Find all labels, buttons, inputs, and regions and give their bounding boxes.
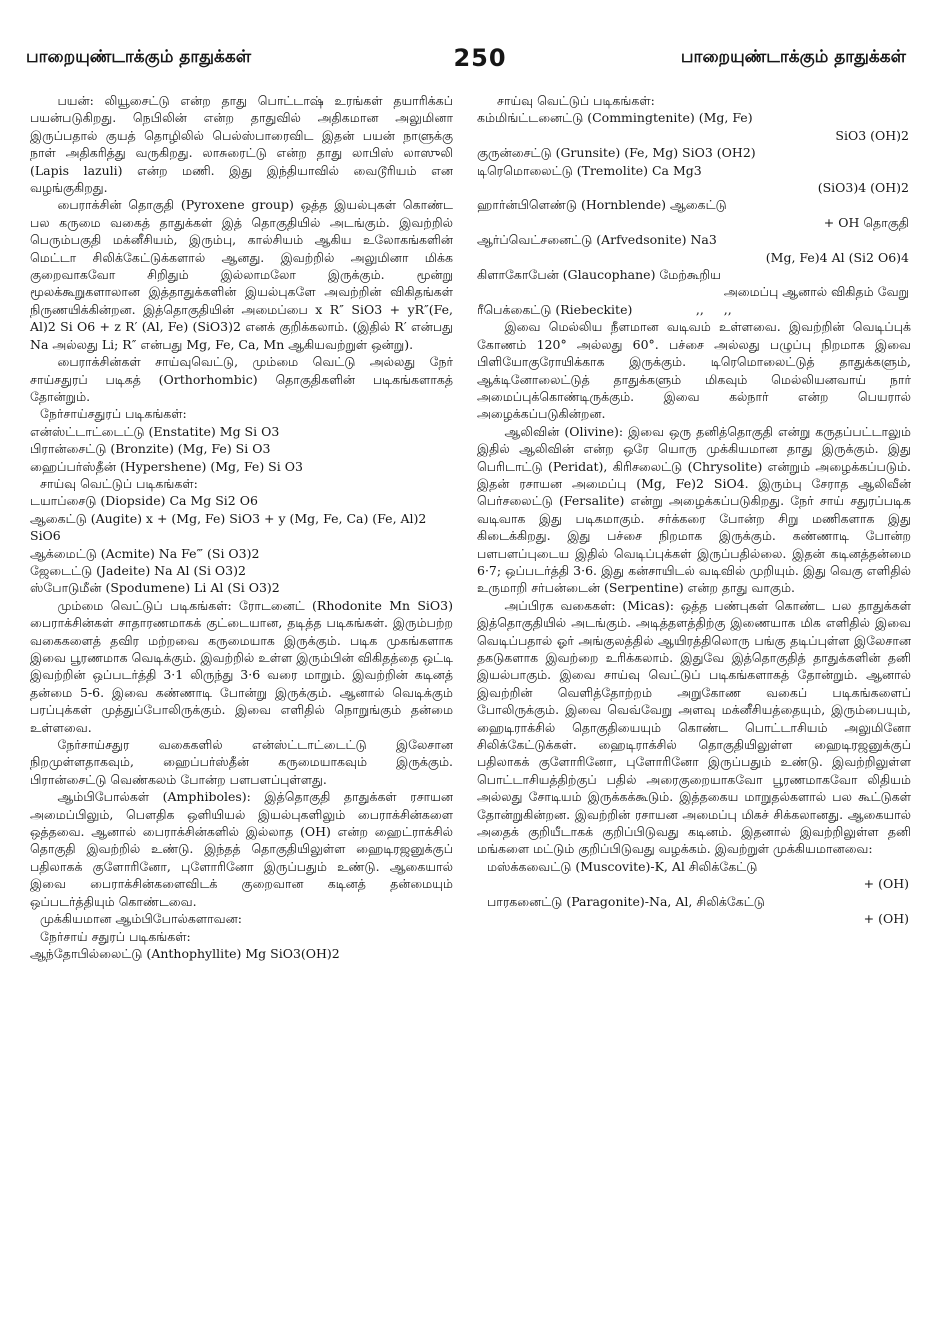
- formula-hornblende-cont: + OH தொகுதி: [823, 214, 909, 230]
- formula-arfvedsonite-cont: (Mg, Fe)4 Al (Si2 O6)4: [765, 249, 909, 265]
- running-header: [26, 38, 906, 78]
- right-column: [477, 92, 911, 928]
- paragraph-amphiboles: ஆம்பிபோல்கள் (Amphiboles): இத்தொகுதி தாதுக்கள் ரசாயன அமைப்பிலும், பௌதிக ஒளியியல் இயல்புகளிலும் பைராக்சின்களை ஒத்தவை. ஆனால் பைராக்சின்களில் இல்லாத (OH) என்ற ஹைட்ராக்சில் தொகுதி இவற்றில் உண்டு. இந்தத் தொகுதியிலுள்ள ஹைடிரஜனுக்குப் பதிலாகக் குளோரினோ, புளோரினோ இருப்பதும் உண்டு. ஆகையால் இவை பைராக்சின்களைவிடக் குறைவான கடினத் தன்மையும் ஒப்படர்த்தியும் கொண்டவை.: [30, 789, 453, 909]
- paragraph-pyroxene-crystals: பைராக்சின்கள் சாய்வுவெட்டு, மும்மை வெட்டு அல்லது நேர் சாய்சதுரப் படிகத் (Orthorhombic) தொகுதிகளின் படிகங்களாகத் தோன்றும்.: [30, 354, 453, 404]
- mineral-hypershene: ஹைப்பர்ஸ்தீன் (Hypershene) (Mg, Fe) Si O3: [30, 458, 303, 474]
- mineral-enstatite: என்ஸ்ட்டாட்டைட்டு (Enstatite) Mg Si O3: [30, 423, 280, 439]
- mineral-tremolite: டிரெமொலைட்டு (Tremolite) Ca Mg3: [477, 162, 702, 178]
- page-number: 250: [453, 44, 507, 72]
- mineral-riebeckite: ரீபெக்கைட்டு (Riebeckite) ,, ,,: [477, 301, 732, 317]
- header-right-title: பாறையுண்டாக்கும் தாதுக்கள்: [680, 47, 906, 67]
- mineral-arfvedsonite: ஆர்ப்வெட்சனைட்டு (Arfvedsonite) Na3: [477, 232, 717, 248]
- formula-tremolite-cont: (SiO3)4 (OH)2: [817, 180, 909, 196]
- mineral-bronzite: பிரான்சைட்டு (Bronzite) (Mg, Fe) Si O3: [30, 441, 271, 457]
- mineral-hornblende: ஹார்ன்பிளெண்டு (Hornblende) ஆகைட்டு: [477, 197, 727, 213]
- formula-muscovite-cont: + (OH): [863, 876, 909, 892]
- header-left-title: பாறையுண்டாக்கும் தாதுக்கள்: [26, 47, 252, 67]
- mineral-paragonite: பாரகனைட்டு (Paragonite)-Na, Al, சிலிக்கேட்டு: [487, 893, 765, 909]
- paragraph-micas: அப்பிரக வகைகள்: (Micas): ஒத்த பண்புகள் கொண்ட பல தாதுக்கள் இத்தொகுதியில் அடங்கும். அடித்தளத்திற்கு இணையாக மிக எளிதில் இவை வெடிப்பதால் ஓர் அங்குலத்தில் ஆயிரத்திலொரு பங்கு தடிப்புள்ள இலேசான தகடுகளாக இவற்றை உரிக்கலாம். இதுவே இத்தொகுதித் தாதுக்களின் தனி இயல்பாகும். இவை சாய்வு வெட்டுப் படிகங்களாகத் தோன்றும். ஆனால் இவற்றின் வெளித்தோற்றம் அறுகோண வகைப் படிகங்களைப் போலிருக்கும். இவை வெவ்வேறு அளவு மக்னீசியத்தையும், இரும்பையும், ஹைடிராக்சில் தொகுதியையும் கொண்ட பொட்டாசியம் அலுமினோ சிலிக்கேட்டுக்கள். ஹைடிராக்சில் தொகுதியிலுள்ள ஹைடிரஜனுக்குப் பதிலாகக் குளோரினோ, புளோரினோ இருப்பதும் உண்டு. இவற்றிலுள்ள பொட்டாசியத்திற்குப் பதில் அரைகுறையாகவோ பூரணமாகவோ லிதியம் அல்லது சோடியம் இருக்கக்கூடும். இத்தகைய மாறுதல்களால் பல கூட்டுகள் தோன்றுகின்றன. இவற்றின் ரசாயன அமைப்பு மிகச் சிக்கலானது. ஆகையால் அதைக் குறியீடாகக் குறிப்பிடுவது கடினம். இதனால் இவற்றிலுள்ள தனி மங்களை மட்டும் குறிப்பிடுவது வழக்கம். இவற்றுள் முக்கியமானவை:: [477, 597, 911, 857]
- mineral-glaucophane: கிளாகோபேன் (Glaucophane) மேற்கூறிய: [477, 267, 721, 283]
- mineral-commingtenite: கம்மிங்ட்டனைட்டு (Commingtenite) (Mg, Fe): [477, 110, 753, 126]
- mineral-jadeite: ஜேடைட்டு (Jadeite) Na Al (Si O3)2: [30, 562, 246, 578]
- mineral-grunsite: குருன்சைட்டு (Grunsite) (Fe, Mg) SiO3 (OH2): [477, 145, 756, 161]
- mineral-muscovite: மஸ்க்கவைட்டு (Muscovite)-K, Al சிலிக்கேட்டு: [487, 858, 758, 874]
- paragraph-amphibole-form: இவை மெல்லிய நீளமான வடிவம் உள்ளவை. இவற்றின் வெடிப்புக் கோணம் 120° அல்லது 60°. பச்சை அல்லது பழுப்பு நிறமாக இவை பிளியோகுரோயிக்காக இருக்கும். டிரெமொலைட்டுத் தாதுக்களும், ஆக்டினோலைட்டுத் தாதுக்களும் மிகவும் மெல்லியனவாய் நார் அமைப்புக்கொண்டிருக்கும். இவை கல்நார் என்ற பெயரால் அழைக்கப்படுகின்றன.: [477, 319, 911, 422]
- mineral-spodumene: ஸ்போடுமீன் (Spodumene) Li Al (Si O3)2: [30, 580, 280, 596]
- subheading-monoclinic-amphiboles: சாய்வு வெட்டுப் படிகங்கள்:: [497, 93, 655, 108]
- formula-paragonite-cont: + (OH): [863, 911, 909, 927]
- glaucophane-note: அமைப்பு ஆனால் விகிதம் வேறு: [723, 284, 909, 300]
- subheading-orthorhombic-amphiboles: நேர்சாய் சதுரப் படிகங்கள்:: [40, 928, 191, 944]
- paragraph-triclinic-rhodonite: மும்மை வெட்டுப் படிகங்கள்: ரோடனைட் (Rhodonite Mn SiO3) பைராக்சின்கள் சாதாரணமாகக் குட்டையான, தடித்த படிகங்கள். இரும்பற்ற வகைகளைத் தவிர மற்றவை கருமையாக இருக்கும். படிக முகங்களாக இவை பூரணமாக வெடிக்கும். இவற்றில் உள்ள இரும்பின் விகிதத்தை ஒட்டி இவற்றின் ஒப்படர்த்தி 3·1 லிருந்து 3·6 வரை மாறும். இவற்றின் கடினத் தன்மை 5-6. இவை கண்ணாடி போன்று இருக்கும். ஆனால் வெடிக்கும் பரப்புக்கள் முத்துப்போலிருக்கும். இவை எளிதில் நொறுங்கும் தன்மை உள்ளவை.: [30, 597, 453, 735]
- subheading-monoclinic: சாய்வு வெட்டுப் படிகங்கள்:: [40, 475, 198, 491]
- mineral-anthophyllite: ஆந்தோபில்லைட்டு (Anthophyllite) Mg SiO3(OH)2: [30, 945, 340, 961]
- formula-commingtenite-cont: SiO3 (OH)2: [835, 127, 909, 143]
- mineral-acmite: ஆக்மைட்டு (Acmite) Na Fe‴ (Si O3)2: [30, 545, 260, 561]
- paragraph-uses: பயன்: லியூசைட்டு என்ற தாது பொட்டாஷ் உரங்கள் தயாரிக்கப் பயன்படுகிறது. நெபிலின் என்ற தாதுவில் அதிகமான அலுமினா இருப்பதால் குயத் தொழிலில் பெல்ஸ்பாரைவிட இதன் பயன் நாளுக்கு நாள் அதிகரித்து வருகிறது. லாசுரைட்டு என்ற தாது லாபிஸ் லாஸுலி (Lapis lazuli) என்ற மணி. இது இந்தியாவில் வைடூரியம் என வழங்குகிறது.: [30, 93, 453, 196]
- mineral-augite: ஆகைட்டு (Augite) x + (Mg, Fe) SiO3 + y (Mg, Fe, Ca) (Fe, Al)2 SiO6: [30, 510, 427, 544]
- subheading-important-amphiboles: முக்கியமான ஆம்பிபோல்களாவன:: [40, 911, 242, 927]
- paragraph-pyroxene-group: பைராக்சின் தொகுதி (Pyroxene group) ஒத்த இயல்புகள் கொண்ட பல கருமை வகைத் தாதுக்கள் இத் தொகுதியில் அடங்கும். இவற்றில் பெரும்பகுதி மக்னீசியம், இரும்பு, கால்சியம் ஆகிய உலோகங்களின் மெட்டா சிலிக்கேட்டுக்களால் ஆனது. இவற்றில் அலுமினா மிக்க குறைவாகவோ சிறிதும் இல்லாமலோ இருக்கும். மூன்று மூலக்கூறுகளாலான இத்தாதுக்களின் இயல்புகளே அவற்றின் விகிதங்கள் நிருணயிக்கின்றன. இத்தொகுதியின் அமைப்பை x R″ SiO3 + yR″(Fe, Al)2 Si O6 + z R′ (Al, Fe) (SiO3)2 எனக் குறிக்கலாம். (இதில் R′ என்பது Na அல்லது Li; R″ என்பது Mg, Fe, Ca, Mn ஆகியவற்றுள் ஒன்று).: [30, 197, 453, 352]
- mineral-diopside: டயாப்சைடு (Diopside) Ca Mg Si2 O6: [30, 493, 258, 509]
- subheading-orthorhombic: நேர்சாய்சதுரப் படிகங்கள்:: [40, 406, 187, 422]
- left-column: [30, 92, 453, 962]
- paragraph-orthorhombic-varieties: நேர்சாய்சதுர வகைகளில் என்ஸ்ட்டாட்டைட்டு இலேசான நிறமுள்ளதாகவும், ஹைப்பர்ஸ்தீன் கருமையாகவும் இருக்கும். பிரான்சைட்டு வெண்கலம் போன்ற பளபளப்புள்ளது.: [30, 737, 453, 787]
- paragraph-olivine: ஆலிவின் (Olivine): இவை ஒரு தனித்தொகுதி என்று கருதப்பட்டாலும் இதில் ஆலிவின் என்ற ஒரே யொரு முக்கியமான தாது இருக்கும். இது பெரிடாட்டு (Peridat), கிரிசலைட்டு (Chrysolite) என்றும் அழைக்கப்படும். இதன் ரசாயன அமைப்பு (Mg, Fe)2 SiO4. இரும்பு சேராத ஆலிவீன் பெர்சலைட்டு (Fersalite) என்று அழைக்கப்படுகிறது. நேர் சாய் சதுரப்படிக வடிவாக இது படிகமாகும். சர்க்கரை போன்ற சிறு மணிகளாக இது கிடைக்கிறது. இது பச்சை நிறமாக இருக்கும். கண்ணாடி போன்ற பளபளப்புடைய இதில் வெடிப்புக்கள் இருப்பதில்லை. இதன் கடினத்தன்மை 6·7; ஒப்படர்த்தி 3·6. இது கன்சாயிடல் வடிவில் முறியும். இது வெகு எளிதில் உருமாறி சர்பன்டைன் (Serpentine) என்ற தாது வாகும்.: [477, 423, 911, 596]
